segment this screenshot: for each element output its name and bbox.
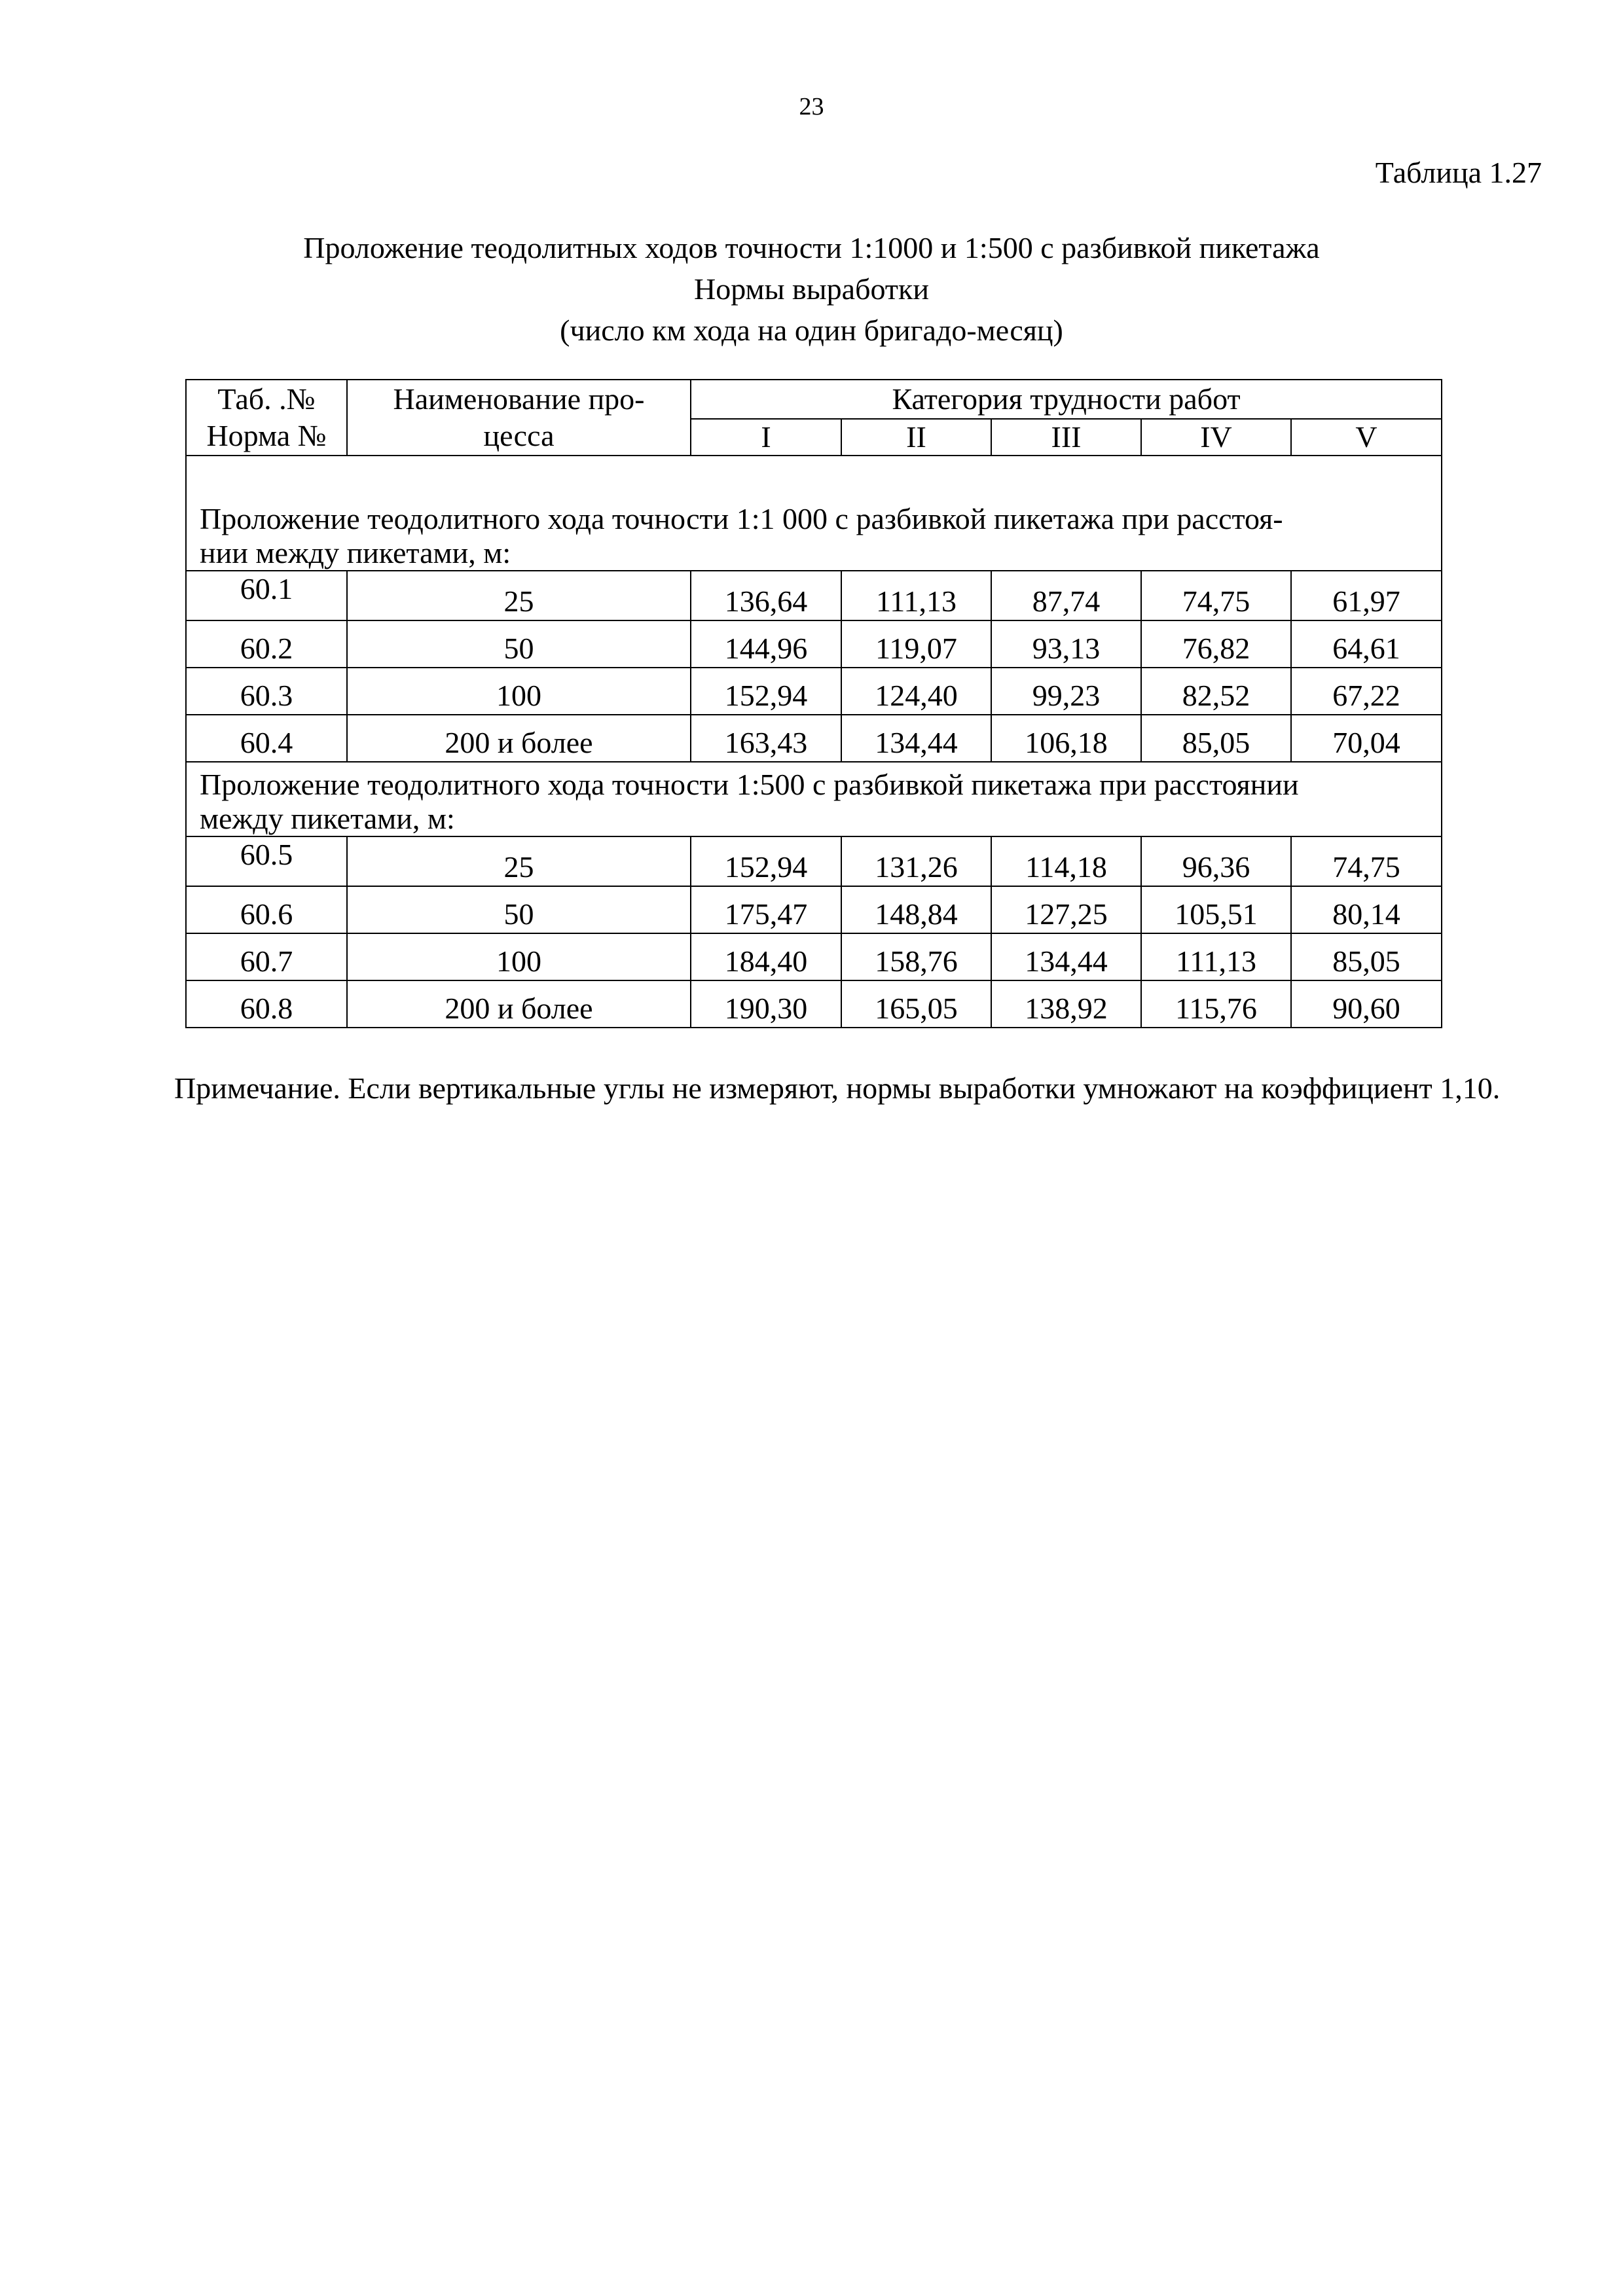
table-title bbox=[0, 227, 1623, 351]
value-cell: 70,04 bbox=[1291, 715, 1442, 762]
value-cell: 131,26 bbox=[841, 836, 991, 886]
process-name-cell: 100 bbox=[347, 668, 691, 715]
process-name-cell: 25 bbox=[347, 836, 691, 886]
table-row bbox=[186, 933, 1442, 980]
norm-number-cell: 60.6 bbox=[186, 886, 347, 933]
process-name-cell: 200 и более bbox=[347, 980, 691, 1028]
table-row bbox=[186, 715, 1442, 762]
value-cell: 158,76 bbox=[841, 933, 991, 980]
value-cell: 64,61 bbox=[1291, 620, 1442, 668]
header-norm-line-2: Норма № bbox=[206, 419, 327, 452]
value-cell: 127,25 bbox=[991, 886, 1141, 933]
value-cell: 74,75 bbox=[1141, 571, 1291, 620]
table-note: Примечание. Если вертикальные углы не измеряют, нормы выработки умножают на коэффициент 1,10. bbox=[174, 1071, 1501, 1105]
value-cell: 119,07 bbox=[841, 620, 991, 668]
value-cell: 90,60 bbox=[1291, 980, 1442, 1028]
norm-number-cell: 60.4 bbox=[186, 715, 347, 762]
norm-number-cell: 60.3 bbox=[186, 668, 347, 715]
value-cell: 138,92 bbox=[991, 980, 1141, 1028]
header-category-4: IV bbox=[1141, 419, 1291, 456]
value-cell: 74,75 bbox=[1291, 836, 1442, 886]
process-name-cell: 50 bbox=[347, 620, 691, 668]
table-row bbox=[186, 620, 1442, 668]
norm-number-cell: 60.8 bbox=[186, 980, 347, 1028]
value-cell: 134,44 bbox=[841, 715, 991, 762]
header-norm-number bbox=[186, 380, 347, 456]
norm-number-cell: 60.2 bbox=[186, 620, 347, 668]
value-cell: 175,47 bbox=[691, 886, 841, 933]
process-name-cell: 100 bbox=[347, 933, 691, 980]
value-cell: 111,13 bbox=[1141, 933, 1291, 980]
value-cell: 67,22 bbox=[1291, 668, 1442, 715]
process-name-cell: 200 и более bbox=[347, 715, 691, 762]
value-cell: 190,30 bbox=[691, 980, 841, 1028]
value-cell: 136,64 bbox=[691, 571, 841, 620]
title-line-3: (число км хода на один бригадо-месяц) bbox=[560, 314, 1063, 347]
section-1-title-line-2: нии между пикетами, м: bbox=[200, 536, 511, 569]
header-category-3: III bbox=[991, 419, 1141, 456]
section-1-title-line-1: Проложение теодолитного хода точности 1:1 000 с разбивкой пикетажа при расстоя- bbox=[200, 502, 1283, 535]
value-cell: 61,97 bbox=[1291, 571, 1442, 620]
section-2-title bbox=[186, 762, 1442, 836]
title-line-2: Нормы выработки bbox=[694, 272, 929, 306]
header-row bbox=[186, 380, 1442, 419]
table-row bbox=[186, 571, 1442, 620]
norm-number-cell: 60.5 bbox=[186, 836, 347, 886]
value-cell: 114,18 bbox=[991, 836, 1141, 886]
value-cell: 184,40 bbox=[691, 933, 841, 980]
value-cell: 124,40 bbox=[841, 668, 991, 715]
section-2-header-row bbox=[186, 762, 1442, 836]
table-row bbox=[186, 886, 1442, 933]
section-2-title-line-1: Проложение теодолитного хода точности 1:500 с разбивкой пикетажа при расстоянии bbox=[200, 768, 1299, 801]
section-1-title bbox=[186, 456, 1442, 571]
section-1-header-row bbox=[186, 456, 1442, 571]
value-cell: 148,84 bbox=[841, 886, 991, 933]
value-cell: 87,74 bbox=[991, 571, 1141, 620]
table-row bbox=[186, 668, 1442, 715]
header-category-title: Категория трудности работ bbox=[691, 380, 1442, 419]
value-cell: 96,36 bbox=[1141, 836, 1291, 886]
value-cell: 76,82 bbox=[1141, 620, 1291, 668]
page-number: 23 bbox=[799, 93, 824, 120]
value-cell: 152,94 bbox=[691, 668, 841, 715]
value-cell: 82,52 bbox=[1141, 668, 1291, 715]
value-cell: 163,43 bbox=[691, 715, 841, 762]
value-cell: 105,51 bbox=[1141, 886, 1291, 933]
header-category-1: I bbox=[691, 419, 841, 456]
table-row bbox=[186, 980, 1442, 1028]
norm-number-cell: 60.1 bbox=[186, 571, 347, 620]
section-2-title-line-2: между пикетами, м: bbox=[200, 802, 455, 835]
header-category-2: II bbox=[841, 419, 991, 456]
header-category-5: V bbox=[1291, 419, 1442, 456]
header-norm-line-1: Таб. .№ bbox=[217, 382, 316, 416]
value-cell: 144,96 bbox=[691, 620, 841, 668]
value-cell: 85,05 bbox=[1291, 933, 1442, 980]
process-name-cell: 25 bbox=[347, 571, 691, 620]
value-cell: 93,13 bbox=[991, 620, 1141, 668]
value-cell: 165,05 bbox=[841, 980, 991, 1028]
value-cell: 115,76 bbox=[1141, 980, 1291, 1028]
table-label: Таблица 1.27 bbox=[1375, 156, 1542, 189]
value-cell: 111,13 bbox=[841, 571, 991, 620]
table-row bbox=[186, 836, 1442, 886]
value-cell: 80,14 bbox=[1291, 886, 1442, 933]
value-cell: 134,44 bbox=[991, 933, 1141, 980]
header-process-line-2: цесса bbox=[483, 419, 555, 452]
header-process-name bbox=[347, 380, 691, 456]
norm-number-cell: 60.7 bbox=[186, 933, 347, 980]
value-cell: 152,94 bbox=[691, 836, 841, 886]
header-process-line-1: Наименование про- bbox=[393, 382, 645, 416]
process-name-cell: 50 bbox=[347, 886, 691, 933]
value-cell: 99,23 bbox=[991, 668, 1141, 715]
title-line-1: Проложение теодолитных ходов точности 1:1000 и 1:500 с разбивкой пикетажа bbox=[303, 231, 1320, 264]
value-cell: 85,05 bbox=[1141, 715, 1291, 762]
value-cell: 106,18 bbox=[991, 715, 1141, 762]
norms-table bbox=[185, 379, 1442, 1028]
